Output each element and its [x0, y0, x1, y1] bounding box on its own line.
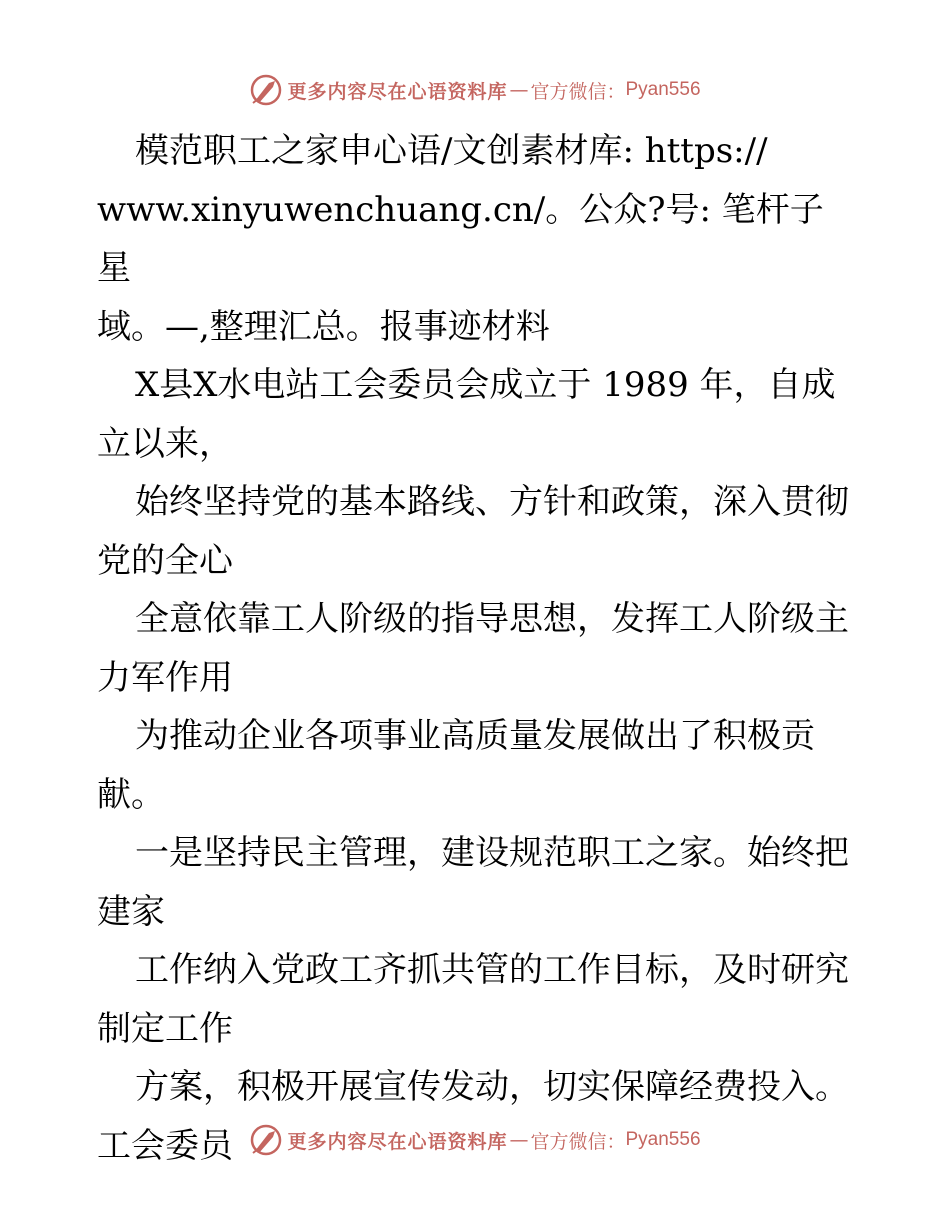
paragraph: 工作纳入党政工齐抓共管的工作目标，及时研究 制定工作: [97, 950, 849, 1049]
paragraph: X县X水电站工会委员会成立于 1989 年，自成 立以来，: [97, 365, 836, 464]
paragraph: 为推动企业各项事业高质量发展做出了积极贡 献。: [97, 716, 815, 815]
banner-text: 更多内容尽在心语资料库: [287, 1130, 508, 1153]
wechat-label: 官方微信：: [530, 80, 626, 103]
pen-logo-icon: [249, 73, 283, 107]
paragraph: 模范职工之家申心语/文创素材库: https:// www.xinyuwenchuang.cn/。公众?号: 笔杆子星 域。—,整理汇总。报事迹材料: [97, 131, 824, 347]
paragraph: 方案，积极开展宣传发动，切实保障经费投入。 工会委员: [97, 1067, 849, 1166]
wechat-label: 官方微信：: [530, 1130, 626, 1153]
banner-dash: —: [509, 79, 529, 101]
paragraph: 始终坚持党的基本路线、方针和政策，深入贯彻 党的全心: [97, 482, 849, 581]
footer-banner: [0, 1120, 950, 1160]
document-body: [97, 122, 857, 1175]
banner-text: 更多内容尽在心语资料库: [287, 80, 508, 103]
banner-dash: —: [509, 1129, 529, 1151]
paragraph: 一是坚持民主管理，建设规范职工之家。始终把 建家: [97, 833, 849, 932]
wechat-id: Pyan556: [625, 1129, 701, 1150]
pen-logo-icon: [249, 1123, 283, 1157]
header-banner: [0, 70, 950, 110]
paragraph: 全意依靠工人阶级的指导思想，发挥工人阶级主 力军作用: [97, 599, 849, 698]
wechat-id: Pyan556: [625, 79, 701, 100]
